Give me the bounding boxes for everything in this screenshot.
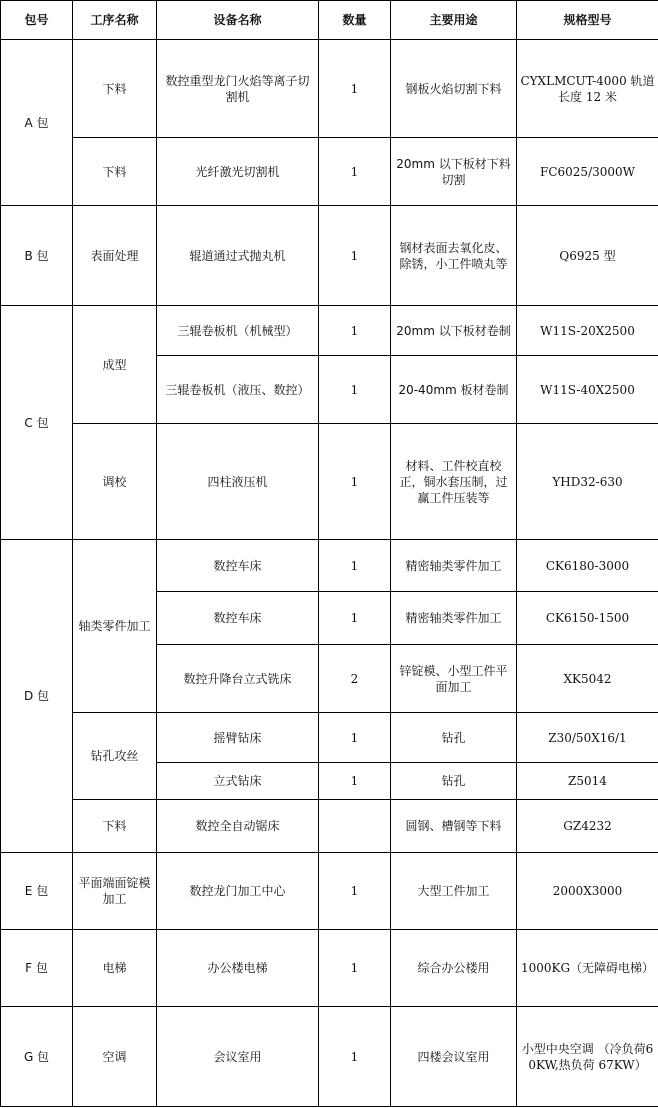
process-cell: 空调 (73, 1007, 157, 1107)
quantity-cell: 1 (319, 206, 391, 306)
table-row (1, 206, 658, 306)
table-row (1, 424, 658, 540)
quantity-cell: 1 (319, 763, 391, 800)
package-cell: B 包 (1, 206, 73, 306)
package-cell: D 包 (1, 540, 73, 853)
equipment-cell: 辊道通过式抛丸机 (157, 206, 319, 306)
table-row (1, 1007, 658, 1107)
table-row (1, 40, 658, 138)
spec-cell: Z30/50X16/1 (517, 713, 658, 763)
usage-cell: 钻孔 (391, 763, 517, 800)
header-process: 工序名称 (73, 1, 157, 40)
process-cell: 成型 (73, 306, 157, 424)
quantity-cell: 1 (319, 356, 391, 424)
header-spec: 规格型号 (517, 1, 658, 40)
table-row (1, 138, 658, 206)
quantity-cell: 1 (319, 592, 391, 645)
usage-cell: 20-40mm 板材卷制 (391, 356, 517, 424)
usage-cell: 精密轴类零件加工 (391, 592, 517, 645)
spec-cell: GZ4232 (517, 800, 658, 853)
equipment-cell: 立式钻床 (157, 763, 319, 800)
spec-cell: W11S-40X2500 (517, 356, 658, 424)
usage-cell: 综合办公楼用 (391, 930, 517, 1007)
header-package: 包号 (1, 1, 73, 40)
spec-cell: Z5014 (517, 763, 658, 800)
usage-cell: 材料、工件校直校正，铜水套压制，过赢工件压装等 (391, 424, 517, 540)
spec-cell: 小型中央空调 （冷负荷60KW,热负荷 67KW） (517, 1007, 658, 1107)
quantity-cell: 1 (319, 424, 391, 540)
package-cell: F 包 (1, 930, 73, 1007)
equipment-cell: 光纤激光切割机 (157, 138, 319, 206)
quantity-cell: 1 (319, 138, 391, 206)
spec-cell: YHD32-630 (517, 424, 658, 540)
table-row (1, 800, 658, 853)
quantity-cell: 1 (319, 1007, 391, 1107)
table-row (1, 306, 658, 356)
process-cell: 轴类零件加工 (73, 540, 157, 713)
equipment-cell: 三辊卷板机（机械型） (157, 306, 319, 356)
equipment-cell: 三辊卷板机（液压、数控） (157, 356, 319, 424)
equipment-cell: 数控升降台立式铣床 (157, 645, 319, 713)
process-cell: 钻孔攻丝 (73, 713, 157, 800)
header-row (1, 1, 658, 40)
usage-cell: 钻孔 (391, 713, 517, 763)
usage-cell: 20mm 以下板材卷制 (391, 306, 517, 356)
quantity-cell (319, 800, 391, 853)
process-cell: 平面端面锭模加工 (73, 853, 157, 930)
usage-cell: 圆钢、槽钢等下料 (391, 800, 517, 853)
spec-cell: Q6925 型 (517, 206, 658, 306)
quantity-cell: 1 (319, 930, 391, 1007)
package-cell: A 包 (1, 40, 73, 206)
header-equipment: 设备名称 (157, 1, 319, 40)
package-cell: G 包 (1, 1007, 73, 1107)
header-quantity: 数量 (319, 1, 391, 40)
quantity-cell: 1 (319, 306, 391, 356)
equipment-cell: 数控车床 (157, 592, 319, 645)
table-row (1, 930, 658, 1007)
usage-cell: 钢材表面去氧化皮、除锈，小工件喷丸等 (391, 206, 517, 306)
table-row (1, 853, 658, 930)
process-cell: 电梯 (73, 930, 157, 1007)
equipment-cell: 数控全自动锯床 (157, 800, 319, 853)
spec-cell: 2000X3000 (517, 853, 658, 930)
process-cell: 表面处理 (73, 206, 157, 306)
usage-cell: 大型工件加工 (391, 853, 517, 930)
spec-cell: XK5042 (517, 645, 658, 713)
spec-cell: CK6150-1500 (517, 592, 658, 645)
quantity-cell: 1 (319, 713, 391, 763)
process-cell: 下料 (73, 40, 157, 138)
quantity-cell: 1 (319, 540, 391, 592)
process-cell: 下料 (73, 800, 157, 853)
package-cell: E 包 (1, 853, 73, 930)
usage-cell: 锌锭模、小型工件平面加工 (391, 645, 517, 713)
process-cell: 下料 (73, 138, 157, 206)
spec-cell: W11S-20X2500 (517, 306, 658, 356)
usage-cell: 四楼会议室用 (391, 1007, 517, 1107)
equipment-cell: 数控车床 (157, 540, 319, 592)
equipment-cell: 数控龙门加工中心 (157, 853, 319, 930)
quantity-cell: 1 (319, 40, 391, 138)
equipment-cell: 会议室用 (157, 1007, 319, 1107)
quantity-cell: 2 (319, 645, 391, 713)
equipment-cell: 四柱液压机 (157, 424, 319, 540)
equipment-cell: 摇臂钻床 (157, 713, 319, 763)
usage-cell: 精密轴类零件加工 (391, 540, 517, 592)
header-usage: 主要用途 (391, 1, 517, 40)
process-cell: 调校 (73, 424, 157, 540)
table-row (1, 713, 658, 763)
spec-cell: FC6025/3000W (517, 138, 658, 206)
quantity-cell: 1 (319, 853, 391, 930)
spec-cell: CYXLMCUT-4000 轨道长度 12 米 (517, 40, 658, 138)
equipment-cell: 办公楼电梯 (157, 930, 319, 1007)
usage-cell: 钢板火焰切割下料 (391, 40, 517, 138)
equipment-cell: 数控重型龙门火焰等离子切割机 (157, 40, 319, 138)
package-cell: C 包 (1, 306, 73, 540)
table-row (1, 540, 658, 592)
spec-cell: CK6180-3000 (517, 540, 658, 592)
usage-cell: 20mm 以下板材下料切割 (391, 138, 517, 206)
spec-cell: 1000KG（无障碍电梯） (517, 930, 658, 1007)
